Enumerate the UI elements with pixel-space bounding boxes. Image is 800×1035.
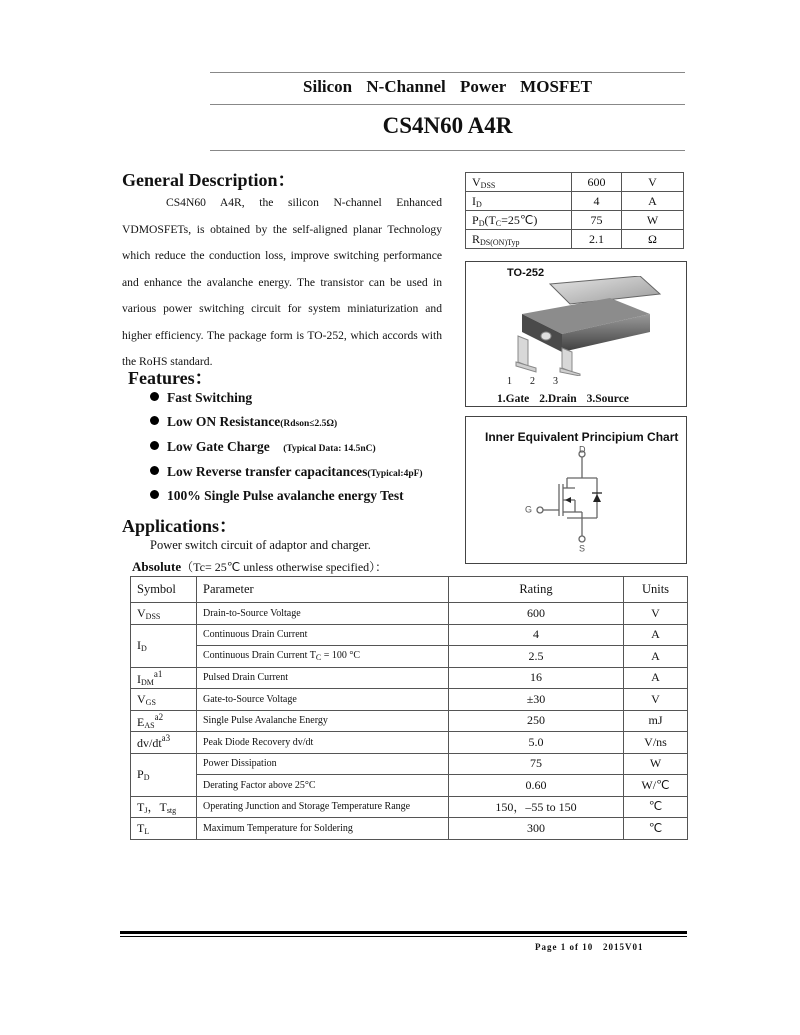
rating-cell: 75 <box>449 753 624 775</box>
general-description-heading: General Description： <box>122 170 296 190</box>
header-mid-rule <box>210 104 685 105</box>
header-parameter: Parameter <box>197 577 449 603</box>
parameter-cell: Peak Diode Recovery dv/dt <box>197 732 449 754</box>
pin-name: 3.Source <box>586 393 629 405</box>
absolute-ratings-table <box>130 576 688 840</box>
rating-cell: 250 <box>449 710 624 732</box>
source-terminal-label: S <box>579 543 586 554</box>
rating-cell: 5.0 <box>449 732 624 754</box>
symbol-cell: $V_{DSS}$ <box>131 603 197 625</box>
drain-terminal-label: D <box>579 446 586 455</box>
key-spec-symbol: $P_D(T_C=25℃)$ <box>466 211 572 230</box>
key-spec-value: 4 <box>572 192 622 211</box>
unit-cell: ℃ <box>624 818 688 840</box>
symbol-cell: $T_J$，$T_{stg}$ <box>131 796 197 818</box>
table-row <box>131 646 688 668</box>
key-spec-value: 75 <box>572 211 622 230</box>
mosfet-symbol-diagram <box>515 446 615 554</box>
rating-cell: ±30 <box>449 689 624 711</box>
general-description-paragraph: CS4N60 A4R, the silicon N-channel Enhanced VDMOSFETs, is obtained by the self-aligned planar Technology which reduce the conduction loss, improve switching performance and enhance the avalanche energy. The transistor can be used in various power switching circuit for system miniaturization and higher efficiency. The package form is TO-252, which accords with the RoHS standard. <box>122 196 442 368</box>
key-specs-table <box>465 172 684 249</box>
parameter-cell: Power Dissipation <box>197 753 449 775</box>
bullet-icon <box>150 392 159 401</box>
unit-cell: W/℃ <box>624 775 688 797</box>
page-number: Page 1 of 10 <box>535 942 594 952</box>
key-spec-unit: W <box>622 211 684 230</box>
footer-thin-rule <box>120 936 687 937</box>
unit-cell: mJ <box>624 710 688 732</box>
header-symbol: Symbol <box>131 577 197 603</box>
table-header-row <box>131 577 688 603</box>
rating-cell: 16 <box>449 667 624 689</box>
pin-name: 1.Gate <box>497 393 530 405</box>
applications-heading: Applications： <box>122 516 238 536</box>
rating-cell: 4 <box>449 624 624 646</box>
header-top-rule <box>210 72 685 73</box>
unit-cell: A <box>624 624 688 646</box>
key-spec-symbol: $V_{DSS}$ <box>466 173 572 192</box>
table-row <box>131 603 688 625</box>
key-spec-unit: Ω <box>622 230 684 249</box>
gate-terminal-label: G <box>525 504 533 515</box>
parameter-cell: Gate-to-Source Voltage <box>197 689 449 711</box>
parameter-cell: Operating Junction and Storage Temperature Range <box>197 796 449 818</box>
key-spec-unit: V <box>622 173 684 192</box>
unit-cell: V <box>624 689 688 711</box>
symbol-cell: $T_L$ <box>131 818 197 840</box>
symbol-cell: $P_D$ <box>131 753 197 796</box>
parameter-cell: Continuous Drain Current $T_C = 100$ °C <box>197 646 449 668</box>
feature-item: Fast Switching <box>150 390 252 406</box>
unit-cell: V <box>624 603 688 625</box>
page-footer <box>535 942 644 952</box>
equivalent-circuit-title: Inner Equivalent Principium Chart <box>485 430 679 444</box>
unit-cell: A <box>624 667 688 689</box>
table-row <box>131 710 688 732</box>
table-row <box>131 732 688 754</box>
parameter-cell: Drain-to-Source Voltage <box>197 603 449 625</box>
footer-thick-rule <box>120 931 687 934</box>
parameter-cell: Maximum Temperature for Soldering <box>197 818 449 840</box>
features-heading: Features： <box>128 368 213 388</box>
absolute-ratings-caption: Absolute（Tc= 25℃ unless otherwise specified）： <box>132 559 388 574</box>
table-row <box>131 667 688 689</box>
pin-numbers <box>507 376 576 387</box>
key-spec-symbol: $I_D$ <box>466 192 572 211</box>
pin-number: 1 <box>507 376 512 387</box>
key-spec-symbol: $R_{DS(ON)Typ}$ <box>466 230 572 249</box>
rating-cell: 600 <box>449 603 624 625</box>
header-rating: Rating <box>449 577 624 603</box>
key-spec-row <box>466 173 684 192</box>
symbol-cell: $I_D$ <box>131 624 197 667</box>
key-spec-row <box>466 211 684 230</box>
parameter-cell: Single Pulse Avalanche Energy <box>197 710 449 732</box>
document-subtitle: Silicon N-Channel Power MOSFET <box>303 77 592 96</box>
parameter-cell: Continuous Drain Current <box>197 624 449 646</box>
pin-number: 3 <box>553 376 558 387</box>
part-number-title: CS4N60 A4R <box>382 113 513 138</box>
bullet-icon <box>150 416 159 425</box>
parameter-cell: Pulsed Drain Current <box>197 667 449 689</box>
bullet-icon <box>150 490 159 499</box>
header-units: Units <box>624 577 688 603</box>
unit-cell: ℃ <box>624 796 688 818</box>
feature-item: 100% Single Pulse avalanche energy Test <box>150 488 404 504</box>
symbol-cell: $V_{GS}$ <box>131 689 197 711</box>
applications-text: Power switch circuit of adaptor and charger. <box>150 538 371 552</box>
bullet-icon <box>150 441 159 450</box>
general-description-text <box>122 190 442 376</box>
key-spec-row <box>466 230 684 249</box>
feature-item: Low ON Resistance(Rdson≤2.5Ω) <box>150 414 337 430</box>
pin-names <box>497 393 639 405</box>
document-version: 2015V01 <box>603 942 644 952</box>
key-spec-value: 600 <box>572 173 622 192</box>
table-row <box>131 753 688 775</box>
unit-cell: W <box>624 753 688 775</box>
parameter-cell: Derating Factor above 25°C <box>197 775 449 797</box>
feature-item: Low Reverse transfer capacitances(Typical:4pF) <box>150 464 423 480</box>
rating-cell: 150，–55 to 150 <box>449 796 624 818</box>
pin-name: 2.Drain <box>539 393 577 405</box>
package-name: TO-252 <box>507 267 545 279</box>
table-row <box>131 775 688 797</box>
symbol-cell: $E_{AS}^{a2}$ <box>131 710 197 732</box>
rating-cell: 2.5 <box>449 646 624 668</box>
symbol-cell: $I_{DM}^{a1}$ <box>131 667 197 689</box>
unit-cell: V/ns <box>624 732 688 754</box>
to252-package-image <box>510 276 670 376</box>
feature-item: Low Gate Charge (Typical Data: 14.5nC) <box>150 439 376 455</box>
key-spec-row <box>466 192 684 211</box>
header-bottom-rule <box>210 150 685 151</box>
symbol-cell: $dv/dt^{a3}$ <box>131 732 197 754</box>
rating-cell: 0.60 <box>449 775 624 797</box>
unit-cell: A <box>624 646 688 668</box>
bullet-icon <box>150 466 159 475</box>
rating-cell: 300 <box>449 818 624 840</box>
table-row <box>131 624 688 646</box>
table-row <box>131 689 688 711</box>
table-row <box>131 818 688 840</box>
pin-number: 2 <box>530 376 535 387</box>
key-spec-unit: A <box>622 192 684 211</box>
key-spec-value: 2.1 <box>572 230 622 249</box>
table-row <box>131 796 688 818</box>
